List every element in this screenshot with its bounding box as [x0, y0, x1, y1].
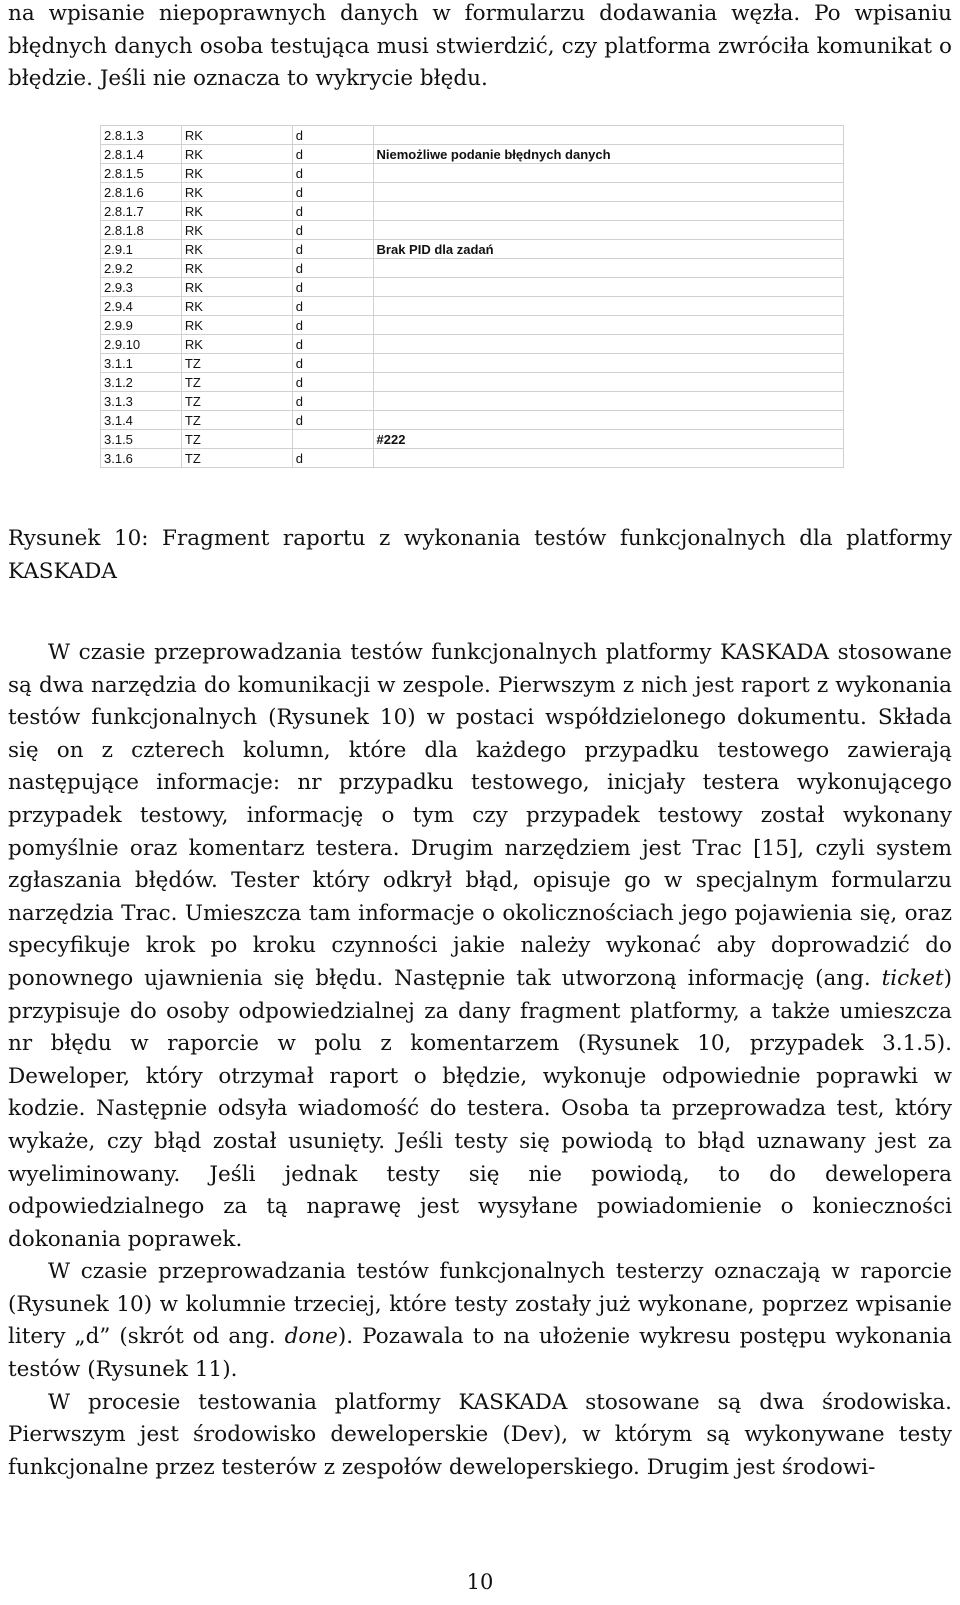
- cell-tester: RK: [181, 240, 292, 259]
- paragraph-2: [8, 1256, 952, 1386]
- table-row: [101, 278, 844, 297]
- cell-case-id: 3.1.3: [101, 392, 182, 411]
- cell-tester: TZ: [181, 430, 292, 449]
- cell-case-id: 2.9.1: [101, 240, 182, 259]
- table-row: [101, 297, 844, 316]
- paragraph-1: [8, 637, 952, 1256]
- table-row: [101, 126, 844, 145]
- body-text: [8, 637, 952, 1484]
- figure-caption: Rysunek 10: Fragment raportu z wykonania testów funkcjonalnych dla platformy KASKADA: [8, 526, 952, 584]
- cell-case-id: 2.8.1.6: [101, 183, 182, 202]
- cell-case-id: 3.1.6: [101, 449, 182, 468]
- cell-tester: TZ: [181, 373, 292, 392]
- paragraph-1-term: ticket: [881, 965, 944, 991]
- cell-comment: [373, 278, 843, 297]
- table-row: [101, 354, 844, 373]
- cell-status: d: [292, 145, 373, 164]
- cell-comment: [373, 202, 843, 221]
- cell-comment: [373, 316, 843, 335]
- table-row: [101, 449, 844, 468]
- cell-tester: TZ: [181, 449, 292, 468]
- cell-tester: RK: [181, 278, 292, 297]
- cell-status: d: [292, 164, 373, 183]
- cell-tester: TZ: [181, 411, 292, 430]
- cell-status: d: [292, 449, 373, 468]
- paragraph-2-term: done: [284, 1324, 338, 1350]
- cell-comment: [373, 221, 843, 240]
- cell-status: [292, 430, 373, 449]
- cell-status: d: [292, 316, 373, 335]
- table-row: [101, 240, 844, 259]
- cell-case-id: 2.8.1.7: [101, 202, 182, 221]
- paragraph-1-part-b: ) przypisuje do osoby odpowiedzialnej za dany fragment platformy, a także umieszcza nr błędu w raporcie w polu z komentarzem (Rysunek 10, przypadek 3.1.5). Deweloper, który otrzymał raport o błędzie, wykonuje odpowiednie poprawki w kodzie. Następnie odsyła wiadomość do testera. Osoba ta przeprowadza test, który wykaże, czy błąd został usunięty. Jeśli testy się powiodą to błąd uznawany jest za wyeliminowany. Jeśli jednak testy się nie powiodą, to do dewelopera odpowiedzialnego za tą naprawę jest wysyłane powiadomienie o konieczności dokonania poprawek.: [8, 965, 952, 1252]
- cell-comment: [373, 354, 843, 373]
- table-row: [101, 221, 844, 240]
- figure-report-fragment: [100, 125, 844, 485]
- cell-comment: Niemożliwe podanie błędnych danych: [373, 145, 843, 164]
- cell-status: d: [292, 411, 373, 430]
- cell-status: d: [292, 240, 373, 259]
- cell-comment: [373, 259, 843, 278]
- cell-tester: RK: [181, 259, 292, 278]
- cell-comment: [373, 335, 843, 354]
- cell-case-id: 2.9.4: [101, 297, 182, 316]
- cell-tester: RK: [181, 164, 292, 183]
- cell-status: d: [292, 373, 373, 392]
- cell-case-id: 3.1.5: [101, 430, 182, 449]
- table-row: [101, 259, 844, 278]
- cell-status: d: [292, 297, 373, 316]
- cell-tester: RK: [181, 221, 292, 240]
- cell-case-id: 2.8.1.8: [101, 221, 182, 240]
- cell-status: d: [292, 202, 373, 221]
- top-paragraph: na wpisanie niepoprawnych danych w formularzu dodawania węzła. Po wpisaniu błędnych danych osoba testująca musi stwierdzić, czy platforma zwróciła komunikat o błędzie. Jeśli nie oznacza to wykrycie błędu.: [8, 1, 952, 92]
- cell-status: d: [292, 392, 373, 411]
- cell-comment: #222: [373, 430, 843, 449]
- cell-case-id: 3.1.1: [101, 354, 182, 373]
- report-table-body: [101, 126, 844, 468]
- cell-status: d: [292, 335, 373, 354]
- report-table: [100, 125, 844, 468]
- cell-tester: RK: [181, 202, 292, 221]
- cell-case-id: 2.8.1.5: [101, 164, 182, 183]
- cell-case-id: 2.8.1.3: [101, 126, 182, 145]
- cell-status: d: [292, 126, 373, 145]
- paragraph-3: W procesie testowania platformy KASKADA stosowane są dwa środowiska. Pierwszym jest środowisko deweloperskie (Dev), w którym są wykonywane testy funkcjonalne przez testerów z zespołów deweloperskiego. Drugim jest środowi-: [8, 1389, 952, 1480]
- table-row: [101, 430, 844, 449]
- cell-status: d: [292, 354, 373, 373]
- cell-status: d: [292, 278, 373, 297]
- paragraph-2-part-a: W czasie przeprowadzania testów funkcjonalnych testerzy oznaczają w raporcie (Rysunek 10) w kolumnie trzeciej, które testy zostały już wykonane, poprzez wpisanie litery „d” (skrót od ang.: [8, 1259, 952, 1350]
- cell-tester: RK: [181, 297, 292, 316]
- cell-case-id: 2.9.10: [101, 335, 182, 354]
- cell-case-id: 2.8.1.4: [101, 145, 182, 164]
- cell-case-id: 2.9.9: [101, 316, 182, 335]
- cell-comment: Brak PID dla zadań: [373, 240, 843, 259]
- table-row: [101, 335, 844, 354]
- cell-tester: TZ: [181, 392, 292, 411]
- cell-comment: [373, 183, 843, 202]
- cell-case-id: 2.9.3: [101, 278, 182, 297]
- page-number: 10: [466, 1570, 494, 1594]
- cell-case-id: 3.1.4: [101, 411, 182, 430]
- cell-comment: [373, 449, 843, 468]
- cell-case-id: 2.9.2: [101, 259, 182, 278]
- table-row: [101, 392, 844, 411]
- cell-status: d: [292, 183, 373, 202]
- paragraph-1-part-a: W czasie przeprowadzania testów funkcjonalnych platformy KASKADA stosowane są dwa narzędzia do komunikacji w zespole. Pierwszym z nich jest raport z wykonania testów funkcjonalnych (Rysunek 10) w postaci współdzielonego dokumentu. Składa się on z czterech kolumn, które dla każdego przypadku testowego zawierają następujące informacje: nr przypadku testowego, inicjały testera wykonującego przypadek testowy, informację o tym czy przypadek testowy został wykonany pomyślnie oraz komentarz testera. Drugim narzędziem jest Trac [15], czyli system zgłaszania błędów. Tester który odkrył błąd, opisuje go w specjalnym formularzu narzędzia Trac. Umieszcza tam informacje o okolicznościach jego pojawienia się, oraz specyfikuje krok po kroku czynności jakie należy wykonać aby doprowadzić do ponownego ujawnienia się błędu. Następnie tak utworzoną informację (ang.: [8, 640, 952, 991]
- cell-comment: [373, 297, 843, 316]
- cell-comment: [373, 164, 843, 183]
- cell-comment: [373, 373, 843, 392]
- cell-comment: [373, 392, 843, 411]
- table-row: [101, 202, 844, 221]
- table-row: [101, 373, 844, 392]
- table-row: [101, 411, 844, 430]
- cell-status: d: [292, 259, 373, 278]
- table-row: [101, 316, 844, 335]
- cell-comment: [373, 126, 843, 145]
- cell-status: d: [292, 221, 373, 240]
- cell-tester: RK: [181, 145, 292, 164]
- cell-case-id: 3.1.2: [101, 373, 182, 392]
- cell-tester: TZ: [181, 354, 292, 373]
- table-row: [101, 145, 844, 164]
- cell-tester: RK: [181, 316, 292, 335]
- table-row: [101, 183, 844, 202]
- paragraph-2-part-b: ). Pozawala to na ułożenie wykresu postępu wykonania testów (Rysunek 11).: [8, 1324, 952, 1383]
- cell-tester: RK: [181, 335, 292, 354]
- cell-tester: RK: [181, 183, 292, 202]
- cell-tester: RK: [181, 126, 292, 145]
- table-row: [101, 164, 844, 183]
- cell-comment: [373, 411, 843, 430]
